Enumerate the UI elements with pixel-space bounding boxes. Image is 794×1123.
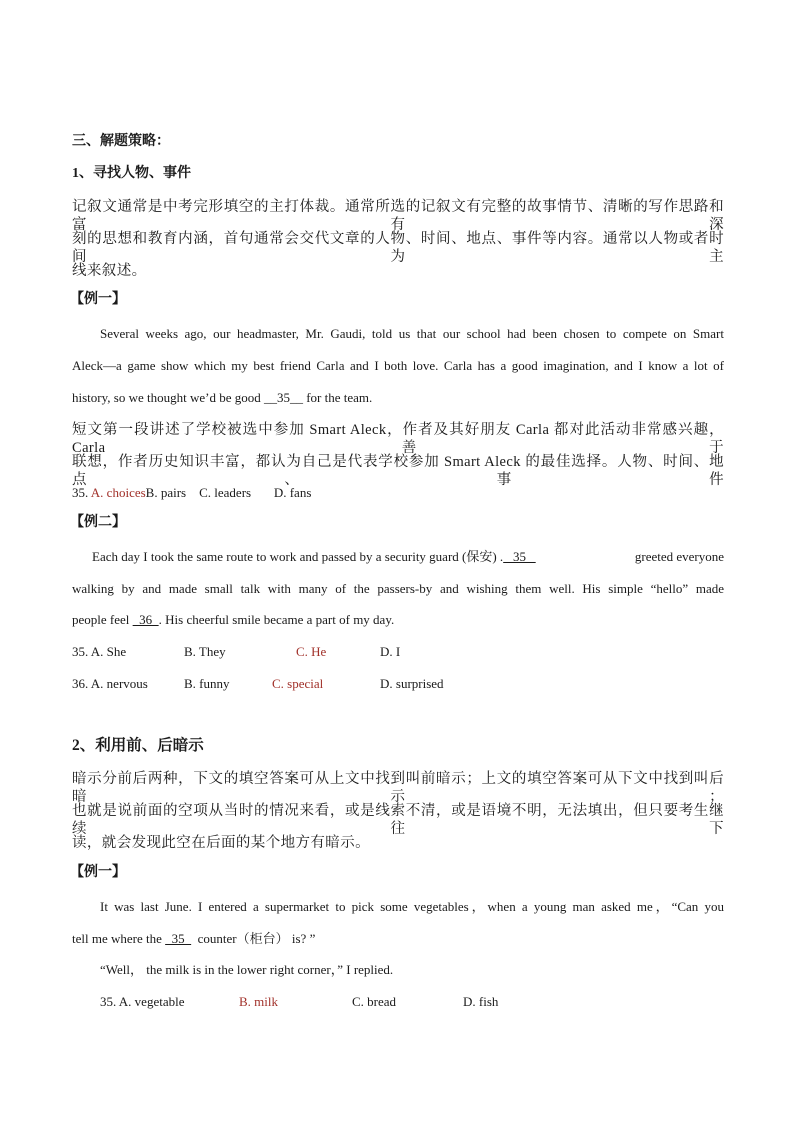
ex1-analysis-line-2: 联想，作者历史知识丰富，都认为自己是代表学校参加 Smart Aleck 的最佳选择。人物、时间、地点、事件 <box>72 454 724 488</box>
hints-line-2: 也就是说前面的空项从当时的情况来看，或是线索不清，或是语境不明，无法填出，但只要考生继续往下 <box>72 803 724 837</box>
answer-b-milk: B. milk <box>239 994 279 1009</box>
hints-line-3: 读，就会发现此空在后面的某个地方有暗示。 <box>72 835 370 851</box>
subheading-hints: 2、利用前、后暗示 <box>72 737 204 754</box>
answer-a-choices: A. choices <box>90 485 146 500</box>
blank-35: 35 <box>503 549 536 564</box>
blank-35: __35__ <box>263 390 303 405</box>
hints-line-1: 暗示分前后两种，下文的填空答案可从上文中找到叫前暗示；上文的填空答案可从下文中找到叫后暗示； <box>72 771 724 805</box>
ex3-passage-line-2: tell me where the 35 counter（柜台） is? ” <box>72 931 316 946</box>
ex1-passage-line-1: Several weeks ago, our headmaster, Mr. Gaudi, told us that our school had been chosen to compete on Smart <box>100 326 724 341</box>
ex1-passage-line-3: history, so we thought we’d be good __35__ for the team. <box>72 390 373 405</box>
intro-line-1: 记叙文通常是中考完形填空的主打体裁。通常所选的记叙文有完整的故事情节、清晰的写作思路和富有深 <box>72 199 724 233</box>
intro-line-2: 刻的思想和教育内涵，首句通常会交代文章的人物、时间、地点、事件等内容。通常以人物或者时间为主 <box>72 231 724 265</box>
example-label-3: 【例一】 <box>70 865 126 880</box>
ex1-analysis-line-1: 短文第一段讲述了学校被选中参加 Smart Aleck，作者及其好朋友 Carla 都对此活动非常感兴趣，Carla 善于 <box>72 422 724 456</box>
ex1-question-35: 35. A. choicesB. pairs C. leaders D. fans <box>72 485 312 500</box>
ex2-passage-line-1: Each day I took the same route to work and passed by a security guard (保安) . 35 greeted everyone <box>92 549 724 564</box>
ex1-passage-line-2: Aleck—a game show which my best friend Carla and I both love. Carla has a good imagination, and I know a lot of <box>72 358 724 373</box>
section-heading: 三、解题策略： <box>72 134 170 149</box>
intro-line-3: 线来叙述。 <box>72 263 147 279</box>
blank-36: 36 <box>132 612 159 627</box>
blank-35: 35 <box>165 931 192 946</box>
example-label-1: 【例一】 <box>70 292 126 307</box>
ex2-passage-line-2: walking by and made small talk with many of the passers-by and wishing them well. His simple “hello” made <box>72 581 724 596</box>
answer-c-he: C. He <box>296 644 327 659</box>
example-label-2: 【例二】 <box>70 515 126 530</box>
answer-c-special: C. special <box>272 676 324 691</box>
ex3-passage-line-1: It was last June. I entered a supermarket to pick some vegetables，when a young man asked me，“Can you <box>100 899 724 914</box>
ex2-passage-line-3: people feel 36 . His cheerful smile became a part of my day. <box>72 612 395 627</box>
ex3-passage-line-3: “Well， the milk is in the lower right corner，” I replied. <box>100 962 394 977</box>
subheading-find-characters: 1、寻找人物、事件 <box>72 166 191 181</box>
